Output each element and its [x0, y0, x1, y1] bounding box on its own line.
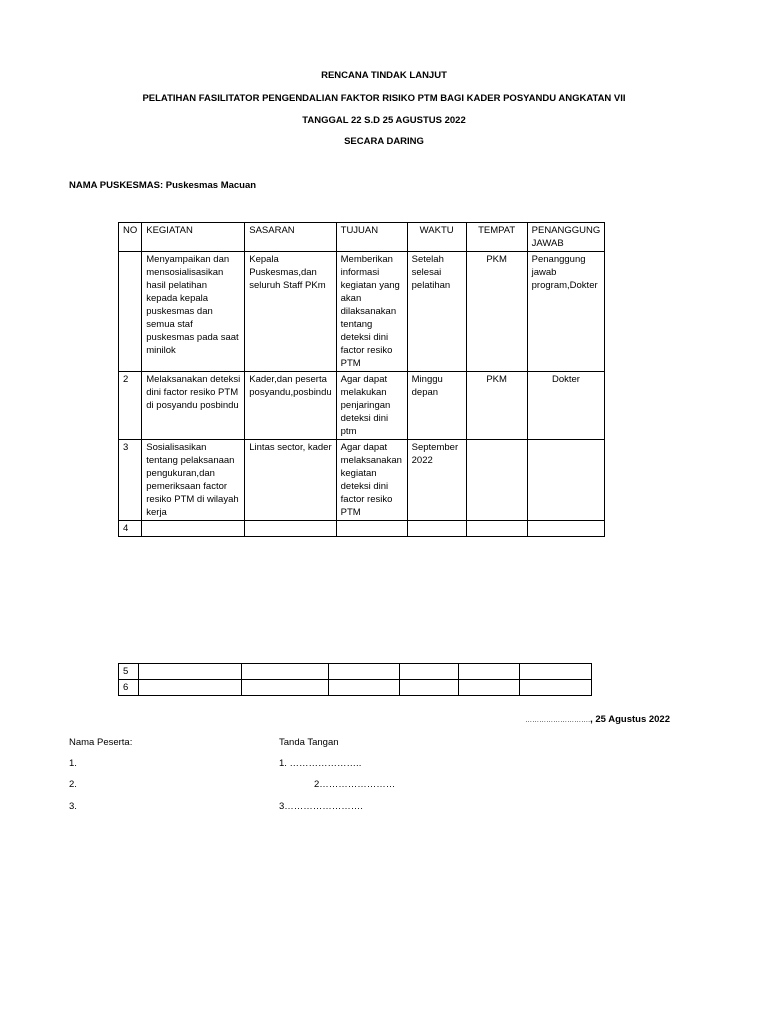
table-row	[119, 372, 605, 440]
cell-no: 3	[119, 440, 142, 521]
cell-kegiatan	[142, 521, 245, 537]
cell-sasaran: Lintas sector, kader	[245, 440, 336, 521]
cell-waktu	[400, 680, 459, 696]
cell-tujuan	[329, 680, 400, 696]
cell-kegiatan	[139, 664, 242, 680]
table-row	[119, 440, 605, 521]
cell-waktu	[407, 521, 466, 537]
cell-tempat: PKM	[466, 252, 527, 372]
signature-line: 2……………………	[314, 779, 396, 790]
cell-tempat	[459, 680, 520, 696]
column-header: TEMPAT	[466, 223, 527, 252]
cell-sasaran	[242, 664, 329, 680]
puskesmas-line	[69, 180, 256, 191]
cell-kegiatan: Melaksanakan deteksi dini factor resiko PTM di posyandu posbindu	[142, 372, 245, 440]
cell-kegiatan: Menyampaikan dan mensosialisasikan hasil pelatihan kepada kepala puskesmas dan semua staf puskesmas pada saat minilok	[142, 252, 245, 372]
participant-number: 2.	[69, 779, 77, 790]
cell-waktu: September 2022	[407, 440, 466, 521]
cell-no: 5	[119, 664, 139, 680]
cell-penanggung-jawab: Dokter	[527, 372, 605, 440]
cell-tujuan: Memberikan informasi kegiatan yang akan dilaksanakan tentang deteksi dini factor resiko PTM	[336, 252, 407, 372]
column-header: NO	[119, 223, 142, 252]
cell-tujuan	[329, 664, 400, 680]
column-header: WAKTU	[407, 223, 466, 252]
cell-no: 2	[119, 372, 142, 440]
column-header: TUJUAN	[336, 223, 407, 252]
cell-sasaran: Kepala Puskesmas,dan seluruh Staff PKm	[245, 252, 336, 372]
cell-penanggung-jawab	[520, 664, 592, 680]
cell-sasaran	[245, 521, 336, 537]
cell-no	[119, 252, 142, 372]
training-mode: SECARA DARING	[344, 136, 424, 147]
table-row	[119, 252, 605, 372]
puskesmas-label: NAMA PUSKESMAS:	[69, 180, 164, 191]
column-header: KEGIATAN	[142, 223, 245, 252]
cell-waktu	[400, 664, 459, 680]
participant-name-label: Nama Peserta:	[69, 737, 133, 748]
training-date: TANGGAL 22 S.D 25 AGUSTUS 2022	[302, 115, 466, 126]
cell-tujuan: Agar dapat melakukan penjaringan deteksi dini ptm	[336, 372, 407, 440]
participant-number: 3.	[69, 801, 77, 812]
cell-waktu: Setelah selesai pelatihan	[407, 252, 466, 372]
cell-waktu: Minggu depan	[407, 372, 466, 440]
column-header: SASARAN	[245, 223, 336, 252]
cell-sasaran: Kader,dan peserta posyandu,posbindu	[245, 372, 336, 440]
table-header-row	[119, 223, 605, 252]
signature-line: 1. …………………..	[279, 758, 362, 769]
cell-sasaran	[242, 680, 329, 696]
table-row	[119, 680, 592, 696]
cell-penanggung-jawab	[527, 440, 605, 521]
puskesmas-name: Puskesmas Macuan	[165, 180, 257, 191]
cell-kegiatan	[139, 680, 242, 696]
table-row	[119, 521, 605, 537]
signature-label: Tanda Tangan	[279, 737, 339, 748]
cell-tujuan: Agar dapat melaksanakan kegiatan deteksi dini factor resiko PTM	[336, 440, 407, 521]
training-title: PELATIHAN FASILITATOR PENGENDALIAN FAKTOR RISIKO PTM BAGI KADER POSYANDU ANGKATAN VII	[142, 93, 626, 104]
action-plan-table-continued	[118, 663, 592, 696]
participant-number: 1.	[69, 758, 77, 769]
cell-kegiatan: Sosialisasikan tentang pelaksanaan pengukuran,dan pemeriksaan factor resiko PTM di wilayah kerja	[142, 440, 245, 521]
cell-tujuan	[336, 521, 407, 537]
signing-date-line	[525, 714, 670, 725]
cell-no: 4	[119, 521, 142, 537]
cell-no: 6	[119, 680, 139, 696]
cell-penanggung-jawab	[527, 521, 605, 537]
column-header: PENANGGUNG JAWAB	[527, 223, 605, 252]
cell-tempat: PKM	[466, 372, 527, 440]
signature-line: 3…………………….	[279, 801, 363, 812]
cell-tempat	[466, 521, 527, 537]
cell-penanggung-jawab: Penanggung jawab program,Dokter	[527, 252, 605, 372]
cell-tempat	[466, 440, 527, 521]
cell-penanggung-jawab	[520, 680, 592, 696]
cell-tempat	[459, 664, 520, 680]
action-plan-table	[118, 222, 605, 537]
table-row	[119, 664, 592, 680]
document-title: RENCANA TINDAK LANJUT	[321, 70, 447, 81]
signing-date: , 25 Agustus 2022	[590, 714, 670, 725]
date-place-dots: ……………………….	[525, 717, 591, 724]
